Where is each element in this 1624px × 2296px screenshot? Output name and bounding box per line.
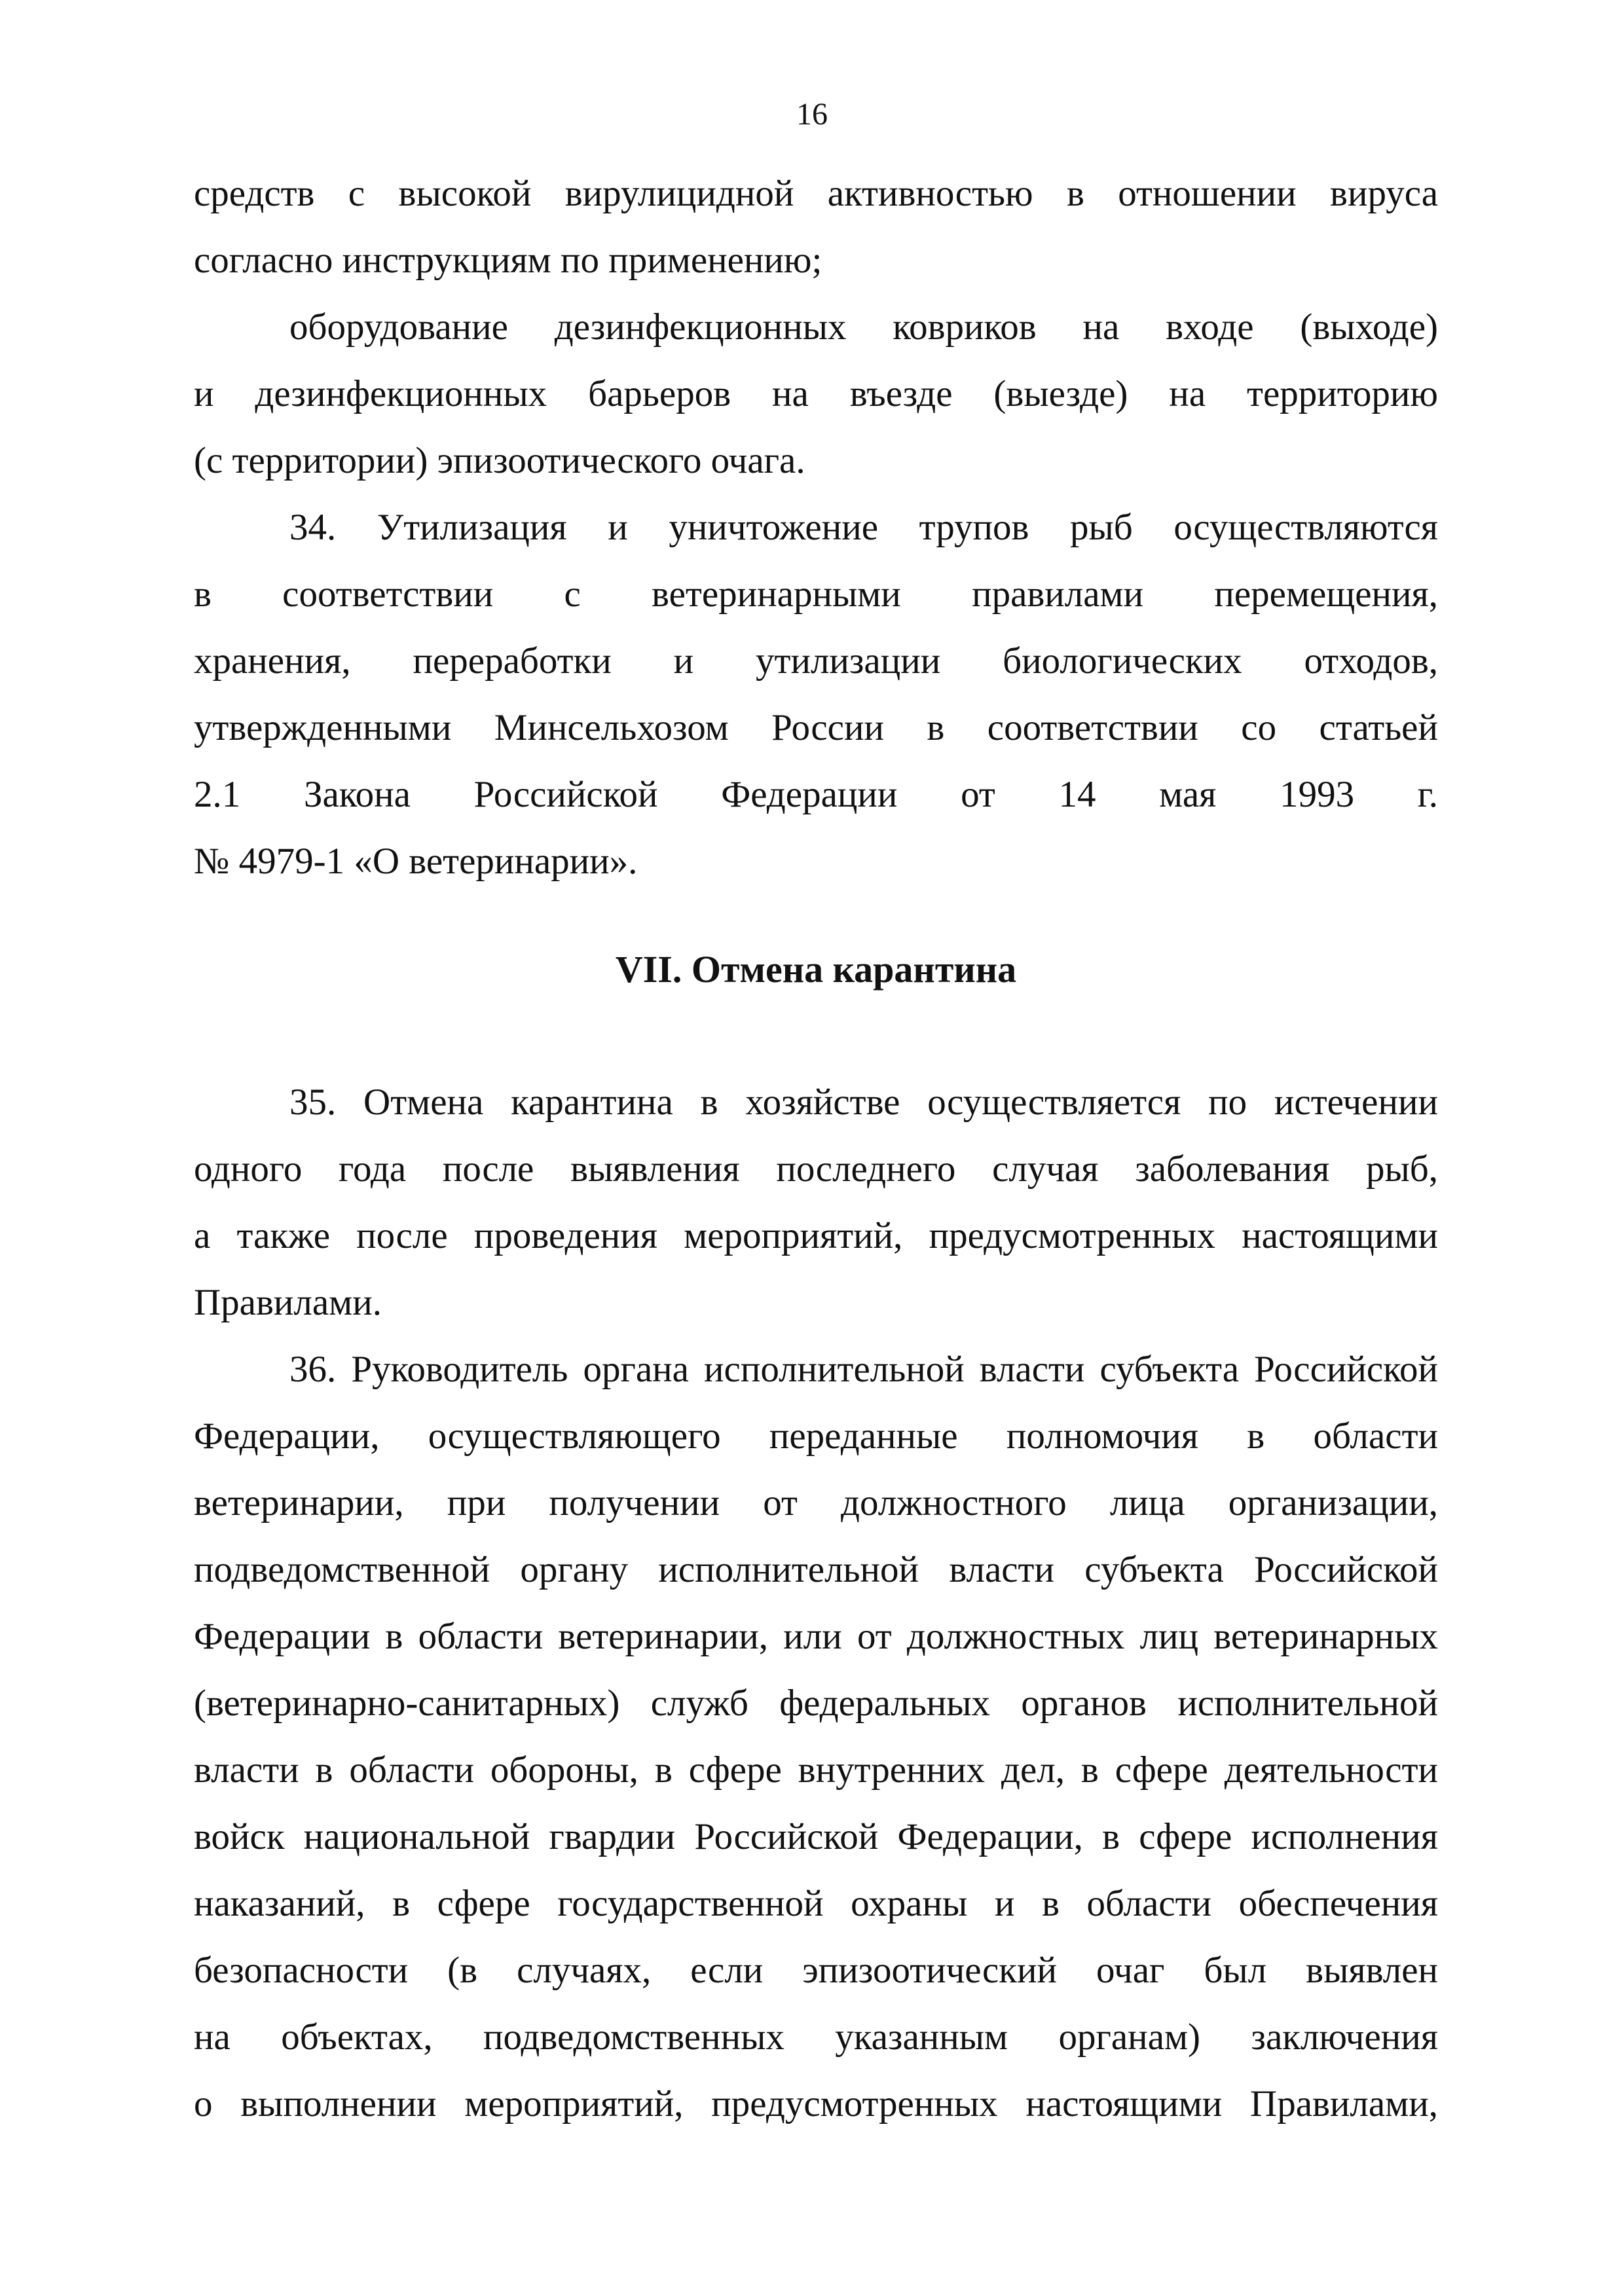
text-line: ветеринарии, при получении от должностного лица организации, [194, 1482, 1438, 1523]
text-line: подведомственной органу исполнительной власти субъекта Российской [194, 1549, 1438, 1590]
text-line: безопасности (в случаях, если эпизоотический очаг был выявлен [194, 1950, 1438, 1991]
text-line: согласно инструкциям по применению; [194, 240, 822, 281]
text-line: о выполнении мероприятий, предусмотренных настоящими Правилами, [194, 2083, 1438, 2124]
text-line: власти в области обороны, в сфере внутренних дел, в сфере деятельности [194, 1749, 1438, 1791]
text-line: средств с высокой вирулицидной активностью в отношении вируса [194, 173, 1438, 214]
text-line: № 4979-1 «О ветеринарии». [194, 841, 638, 882]
page-number: 16 [796, 97, 828, 132]
paragraph-34-start: 34. Утилизация и уничтожение трупов рыб осуществляются [289, 507, 1438, 548]
text-line: на объектах, подведомственных указанным органам) заключения [194, 2016, 1438, 2058]
text-line: в соответствии с ветеринарными правилами перемещения, [194, 574, 1438, 615]
text-line: Правилами. [194, 1282, 382, 1323]
text-line: (с территории) эпизоотического очага. [194, 440, 805, 481]
text-line: хранения, переработки и утилизации биологических отходов, [194, 640, 1438, 682]
text-line: утвержденными Минсельхозом России в соответствии со статьей [194, 707, 1438, 748]
text-line: 2.1 Закона Российской Федерации от 14 мая 1993 г. [194, 774, 1438, 815]
text-line: Федерации в области ветеринарии, или от должностных лиц ветеринарных [194, 1616, 1438, 1657]
section-heading: VII. Отмена карантина [615, 948, 1017, 991]
paragraph-35-start: 35. Отмена карантина в хозяйстве осуществляется по истечении [289, 1082, 1438, 1123]
text-line: (ветеринарно-санитарных) служб федеральных органов исполнительной [194, 1683, 1438, 1724]
text-line: оборудование дезинфекционных ковриков на входе (выходе) [289, 306, 1438, 348]
text-line: Федерации, осуществляющего переданные полномочия в области [194, 1415, 1438, 1457]
text-line: наказаний, в сфере государственной охраны и в области обеспечения [194, 1883, 1438, 1924]
text-line: а также после проведения мероприятий, предусмотренных настоящими [194, 1215, 1438, 1256]
text-line: одного года после выявления последнего случая заболевания рыб, [194, 1148, 1438, 1190]
paragraph-36-start: 36. Руководитель органа исполнительной власти субъекта Российской [289, 1349, 1438, 1390]
text-line: войск национальной гвардии Российской Федерации, в сфере исполнения [194, 1816, 1438, 1857]
text-line: и дезинфекционных барьеров на въезде (выезде) на территорию [194, 373, 1438, 414]
